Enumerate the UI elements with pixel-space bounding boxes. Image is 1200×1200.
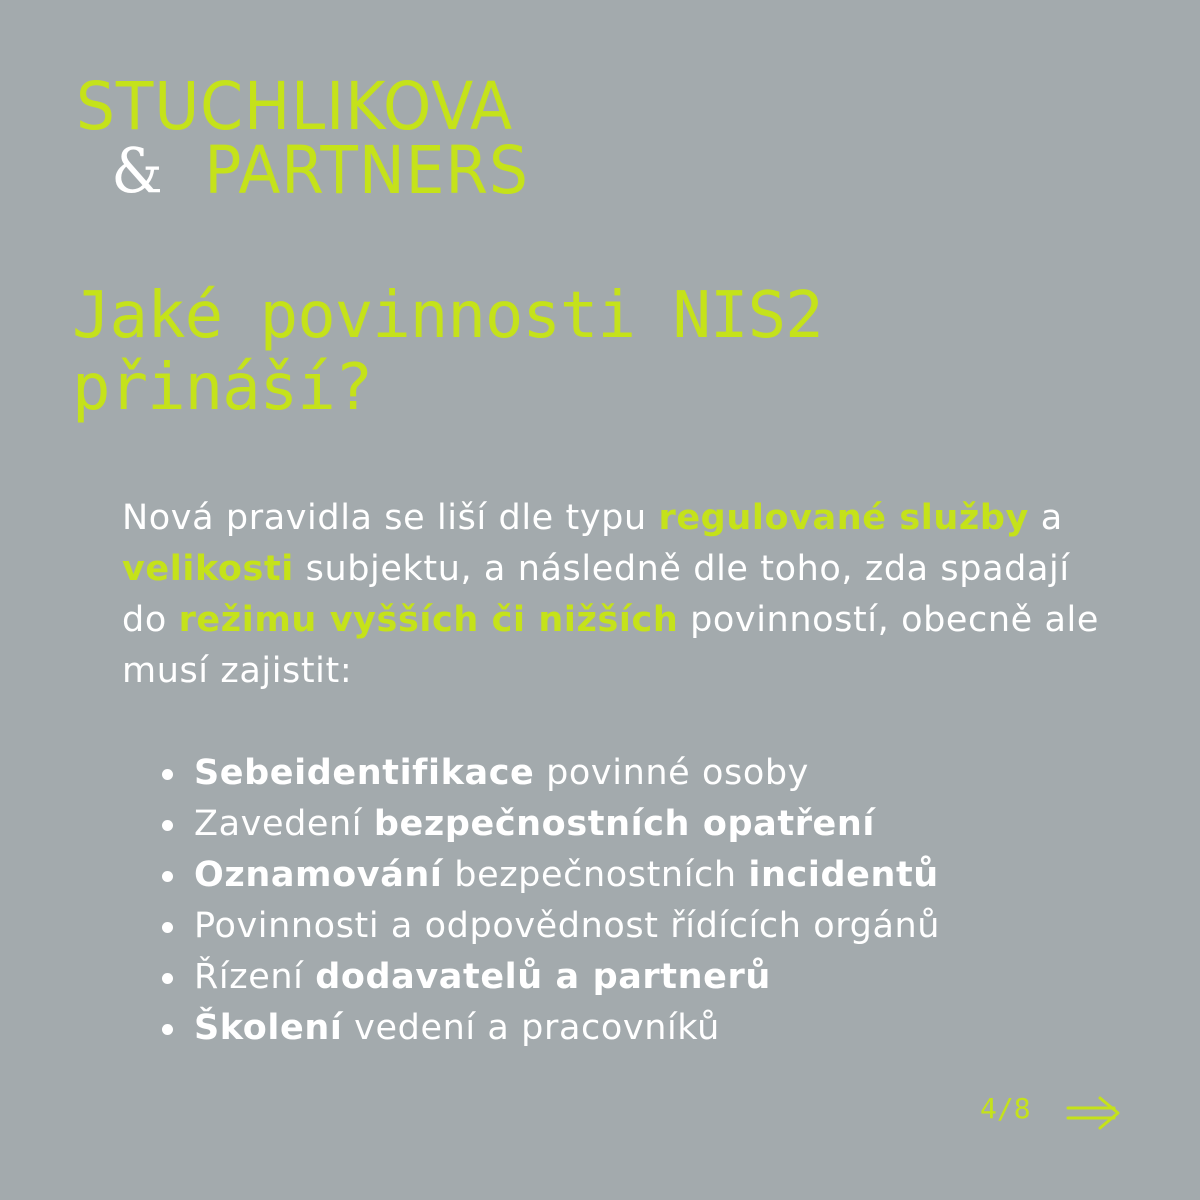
intro-highlight-size: velikosti (122, 549, 294, 589)
logo-line-2 (76, 132, 529, 209)
list-item (160, 850, 940, 901)
bullet-icon (162, 973, 173, 984)
list-item-bold: incidentů (748, 855, 939, 895)
intro-text-4: povinností, obecně ale musí zajistit: (122, 600, 1100, 691)
bullet-icon (162, 769, 173, 780)
title-line-2: přináší? (72, 351, 373, 425)
list-item-bold: Sebeidentifikace (194, 753, 535, 793)
intro-paragraph (122, 493, 1122, 697)
intro-highlight-regime: režimu vyšších či nižších (178, 600, 679, 640)
logo-line-1: STUCHLIKOVA (76, 68, 514, 145)
list-item (160, 952, 940, 1003)
list-item (160, 748, 940, 799)
intro-text-3: subjektu, a následně dle toho, zda spadají do (122, 549, 1070, 640)
list-item (160, 1003, 940, 1054)
list-item-bold: bezpečnostních opatření (373, 804, 876, 844)
logo-ampersand: & (111, 134, 164, 207)
bullet-icon (162, 922, 173, 933)
list-item-text: Řízení (194, 957, 316, 997)
list-item-text: vedení a pracovníků (342, 1008, 720, 1048)
list-item-text: povinné osoby (534, 753, 809, 793)
list-item-text: Povinnosti a odpovědnost řídících orgánů (194, 906, 941, 946)
bullet-icon (162, 871, 173, 882)
page-indicator: 4/8 (980, 1092, 1031, 1125)
intro-text-1: Nová pravidla se liší dle typu (122, 498, 659, 538)
title-line-1: Jaké povinnosti NIS2 (72, 279, 823, 353)
page-title (72, 280, 1032, 424)
list-item (160, 799, 940, 850)
logo-partners: PARTNERS (204, 132, 529, 209)
intro-text-2: a (1028, 498, 1063, 538)
list-item (160, 901, 940, 952)
bullet-icon (162, 1024, 173, 1035)
company-logo (76, 68, 563, 209)
arrow-right-icon[interactable] (1064, 1094, 1124, 1132)
list-item-bold: Oznamování (194, 855, 443, 895)
list-item-text: Zavedení (194, 804, 374, 844)
bullet-icon (162, 820, 173, 831)
list-item-text: bezpečnostních (442, 855, 749, 895)
intro-highlight-service: regulované služby (658, 498, 1029, 538)
obligations-list (160, 748, 940, 1054)
list-item-bold: dodavatelů a partnerů (315, 957, 771, 997)
list-item-bold: Školení (194, 1008, 343, 1048)
